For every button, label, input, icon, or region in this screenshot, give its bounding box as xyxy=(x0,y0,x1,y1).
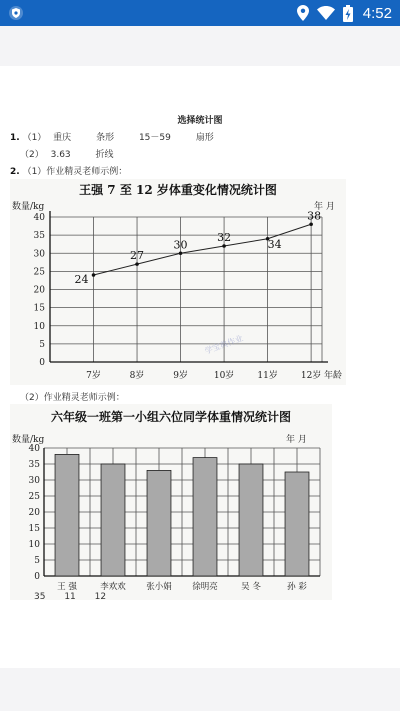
y-tick-label: 10 xyxy=(28,540,40,550)
x-tick-label: 王 强 xyxy=(57,582,77,592)
question-number: 2. xyxy=(10,167,20,177)
x-tick-label: 吴 冬 xyxy=(241,582,261,592)
y-tick-label: 25 xyxy=(33,267,45,278)
x-tick-label: 9岁 xyxy=(173,371,188,381)
data-point xyxy=(179,251,183,255)
bar xyxy=(55,454,79,576)
bar xyxy=(147,470,171,576)
y-tick-label: 30 xyxy=(33,249,45,260)
data-point xyxy=(135,262,139,266)
status-bar xyxy=(0,0,400,26)
answer-value: 扇形 xyxy=(195,133,214,143)
x-tick-label: 李欢欢 xyxy=(100,582,126,592)
bar xyxy=(239,464,263,576)
data-label: 27 xyxy=(130,249,145,263)
data-label: 32 xyxy=(217,231,232,244)
date-label: 年 月 xyxy=(286,435,307,445)
y-tick-label: 0 xyxy=(39,358,45,368)
footer-number: 35 xyxy=(34,592,46,602)
data-label: 38 xyxy=(307,209,322,223)
x-tick-label: 徐明亮 xyxy=(192,582,218,592)
footer-number: 12 xyxy=(94,592,107,602)
y-tick-label: 35 xyxy=(28,460,40,470)
bar xyxy=(101,464,125,576)
y-tick-label: 40 xyxy=(28,444,40,454)
footer-number: 11 xyxy=(64,592,76,602)
wifi-icon xyxy=(317,6,335,20)
x-tick-label: 张小娟 xyxy=(146,582,172,592)
x-axis-label: 年龄 xyxy=(324,371,343,381)
battery-charging-icon xyxy=(343,5,353,22)
x-tick-label: 12岁 xyxy=(300,371,322,381)
y-tick-label: 20 xyxy=(28,508,40,518)
location-icon xyxy=(297,5,309,21)
part-label: （2）作业精灵老师示例： xyxy=(20,393,125,403)
y-axis-label: 数量/kg xyxy=(12,202,45,212)
date-label: 年 月 xyxy=(314,202,335,212)
question-number: 1. xyxy=(10,133,20,143)
x-tick-label: 孙 彩 xyxy=(287,582,307,592)
page-title: 选择统计图 xyxy=(177,116,223,126)
part-label: （2） xyxy=(20,150,44,160)
y-tick-label: 0 xyxy=(34,572,40,582)
answer-2-2 xyxy=(20,390,125,403)
x-tick-label: 10岁 xyxy=(213,371,235,381)
weight-line-chart xyxy=(10,179,346,385)
data-point xyxy=(92,273,96,277)
bar xyxy=(285,472,309,576)
y-tick-label: 30 xyxy=(28,476,40,486)
answer-1-1 xyxy=(10,130,214,143)
status-time: 4:52 xyxy=(362,4,392,22)
y-axis-label: 数量/kg xyxy=(12,435,45,445)
answer-value: 3.63 xyxy=(50,150,71,160)
data-label: 24 xyxy=(74,273,89,286)
bar-chart-svg xyxy=(10,404,332,600)
answer-value: 15－59 xyxy=(138,133,171,143)
y-tick-label: 15 xyxy=(33,303,45,314)
answer-value: 折线 xyxy=(95,150,114,160)
y-tick-label: 10 xyxy=(33,321,45,332)
answer-value: 条形 xyxy=(96,133,115,143)
y-tick-label: 25 xyxy=(28,492,40,502)
x-tick-label: 7岁 xyxy=(86,371,101,381)
footer-numbers xyxy=(34,592,106,602)
y-tick-label: 5 xyxy=(39,339,45,350)
y-tick-label: 20 xyxy=(33,285,45,296)
y-tick-label: 15 xyxy=(28,524,40,534)
y-tick-label: 5 xyxy=(34,556,40,566)
x-tick-label: 11岁 xyxy=(257,371,278,381)
y-tick-label: 40 xyxy=(33,213,45,223)
chart-title: 王强 7 至 12 岁体重变化情况统计图 xyxy=(79,183,277,197)
weight-bar-chart xyxy=(10,404,332,600)
answer-2-1 xyxy=(10,164,127,177)
x-tick-label: 8岁 xyxy=(129,371,145,381)
answer-value: 重庆 xyxy=(53,133,72,143)
data-label: 30 xyxy=(173,238,188,252)
app-bar xyxy=(0,26,400,66)
shield-icon xyxy=(8,5,24,21)
bottom-bar xyxy=(0,668,400,711)
chart-title: 六年级一班第一小组六位同学体重情况统计图 xyxy=(50,410,291,424)
data-label: 34 xyxy=(267,237,282,251)
watermark-text: 学宝典作业 xyxy=(203,333,245,356)
part-label: （1）作业精灵老师示例： xyxy=(22,167,128,177)
answer-1-2 xyxy=(20,147,114,160)
data-point xyxy=(309,222,313,226)
bar xyxy=(193,458,217,576)
part-label: （1） xyxy=(22,133,47,143)
line-chart-svg xyxy=(10,179,346,385)
data-point xyxy=(222,244,226,248)
document-content xyxy=(0,66,400,668)
y-tick-label: 35 xyxy=(33,231,45,242)
